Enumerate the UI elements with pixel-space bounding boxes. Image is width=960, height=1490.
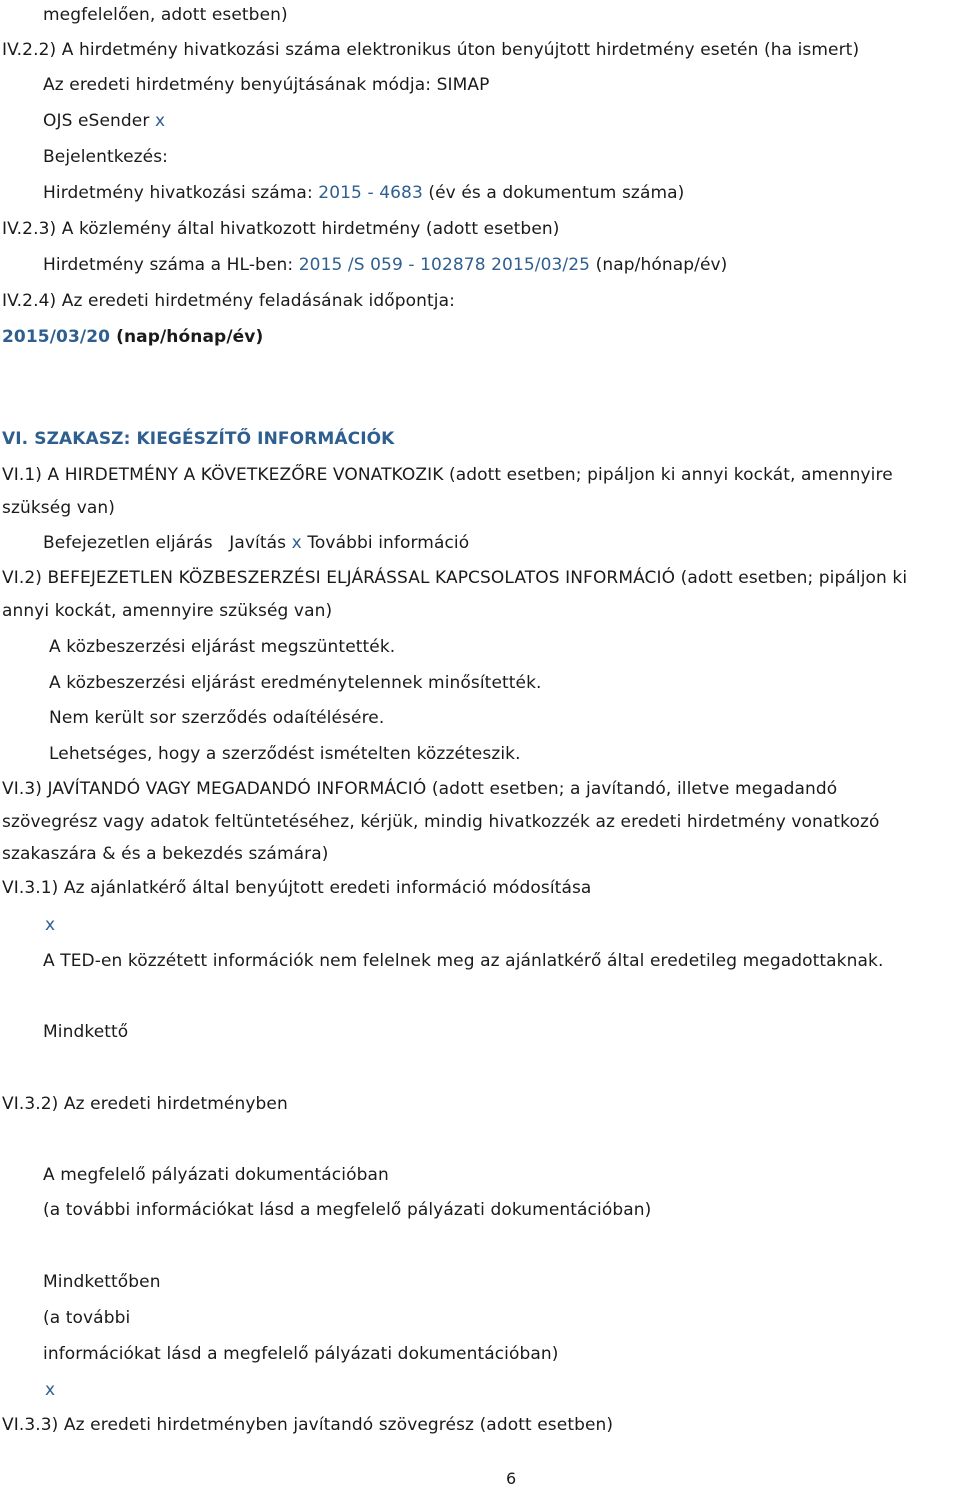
section-vi-1-heading-cont: szükség van) [2, 498, 115, 518]
option-procedure-unsuccessful: A közbeszerzési eljárást eredménytelennek minősítették. [49, 673, 542, 693]
option-both: Mindkettő [43, 1022, 129, 1042]
section-vi-3-heading-cont2: szakaszára & és a bekezdés számára) [2, 844, 329, 864]
option-additional-info: További információ [307, 533, 470, 553]
section-vi-3-2-heading: VI.3.2) Az eredeti hirdetményben [2, 1094, 288, 1114]
section-vi-title: VI. SZAKASZ: KIEGÉSZÍTŐ INFORMÁCIÓK [2, 429, 395, 449]
option-procedure-discontinued: A közbeszerzési eljárást megszüntették. [49, 637, 396, 657]
section-vi-3-heading: VI.3) JAVÍTANDÓ VAGY MEGADANDÓ INFORMÁCIÓ (adott esetben; a javítandó, illetve megadandó [2, 779, 838, 799]
option-incomplete-procedure: Befejezetlen eljárás [43, 533, 213, 553]
original-dispatch-date-format: (nap/hónap/év) [116, 327, 264, 347]
notice-reference-row [43, 182, 684, 204]
option-both-locations-note: (a további [43, 1308, 131, 1328]
login-label: Bejelentkezés: [43, 147, 168, 167]
section-iv-2-2-heading: IV.2.2) A hirdetmény hivatkozási száma elektronikus úton benyújtott hirdetmény esetén (ha ismert) [2, 40, 860, 60]
option-contract-may-be-republished: Lehetséges, hogy a szerződést ismételten közzéteszik. [49, 744, 521, 764]
line-continuation: megfelelően, adott esetben) [43, 5, 288, 25]
section-vi-2-heading-cont: annyi kockát, amennyire szükség van) [2, 601, 333, 621]
section-iv-2-3-heading: IV.2.3) A közlemény által hivatkozott hirdetmény (adott esetben) [2, 219, 560, 239]
section-vi-3-3-heading: VI.3.3) Az eredeti hirdetményben javítandó szövegrész (adott esetben) [2, 1415, 614, 1435]
option-both-locations: Mindkettőben [43, 1272, 161, 1292]
section-vi-2-heading: VI.2) BEFEJEZETLEN KÖZBESZERZÉSI ELJÁRÁSSAL KAPCSOLATOS INFORMÁCIÓ (adott esetben; pipáljon ki [2, 568, 908, 588]
original-dispatch-date-row [2, 326, 263, 348]
notice-type-options [43, 532, 469, 554]
original-dispatch-date: 2015/03/20 [2, 327, 111, 347]
vi-3-2-checkmark: x [45, 1380, 56, 1400]
section-vi-3-1-heading: VI.3.1) Az ajánlatkérő által benyújtott eredeti információ módosítása [2, 878, 592, 898]
ojs-esender-label: OJS eSender [43, 111, 150, 131]
ojs-esender-row [43, 110, 165, 132]
notice-reference-label: Hirdetmény hivatkozási száma: [43, 183, 313, 203]
notice-reference-format: (év és a dokumentum száma) [428, 183, 685, 203]
page-number: 6 [506, 1469, 517, 1488]
section-iv-2-4-heading: IV.2.4) Az eredeti hirdetmény feladásának időpontja: [2, 291, 455, 311]
oj-notice-value: 2015 /S 059 - 102878 2015/03/25 [298, 255, 591, 275]
option-tender-documents: A megfelelő pályázati dokumentációban [43, 1165, 389, 1185]
oj-notice-format: (nap/hónap/év) [595, 255, 728, 275]
oj-notice-row [43, 254, 727, 276]
vi-3-1-checkmark: x [45, 915, 56, 935]
option-correction: Javítás [229, 533, 287, 553]
notice-reference-value: 2015 - 4683 [318, 183, 423, 203]
oj-notice-label: Hirdetmény száma a HL-ben: [43, 255, 294, 275]
section-vi-3-heading-cont1: szövegrész vagy adatok feltüntetéséhez, kérjük, mindig hivatkozzék az eredeti hirdetmény vonatkozó [2, 812, 880, 832]
option-contract-not-awarded: Nem került sor szerződés odaítélésére. [49, 708, 385, 728]
section-vi-1-heading: VI.1) A HIRDETMÉNY A KÖVETKEZŐRE VONATKOZIK (adott esetben; pipáljon ki annyi kockát, amennyire [2, 465, 893, 485]
option-tender-documents-note: (a további információkat lásd a megfelelő pályázati dokumentációban) [43, 1200, 652, 1220]
ted-info-mismatch: A TED-en közzétett információk nem felelnek meg az ajánlatkérő által eredetileg megadottaknak. [43, 951, 884, 971]
ojs-esender-checkmark: x [154, 111, 166, 131]
submission-method: Az eredeti hirdetmény benyújtásának módja: SIMAP [43, 75, 490, 95]
option-both-locations-note-cont: információkat lásd a megfelelő pályázati dokumentációban) [43, 1344, 559, 1364]
option-correction-checkmark: x [291, 533, 302, 553]
